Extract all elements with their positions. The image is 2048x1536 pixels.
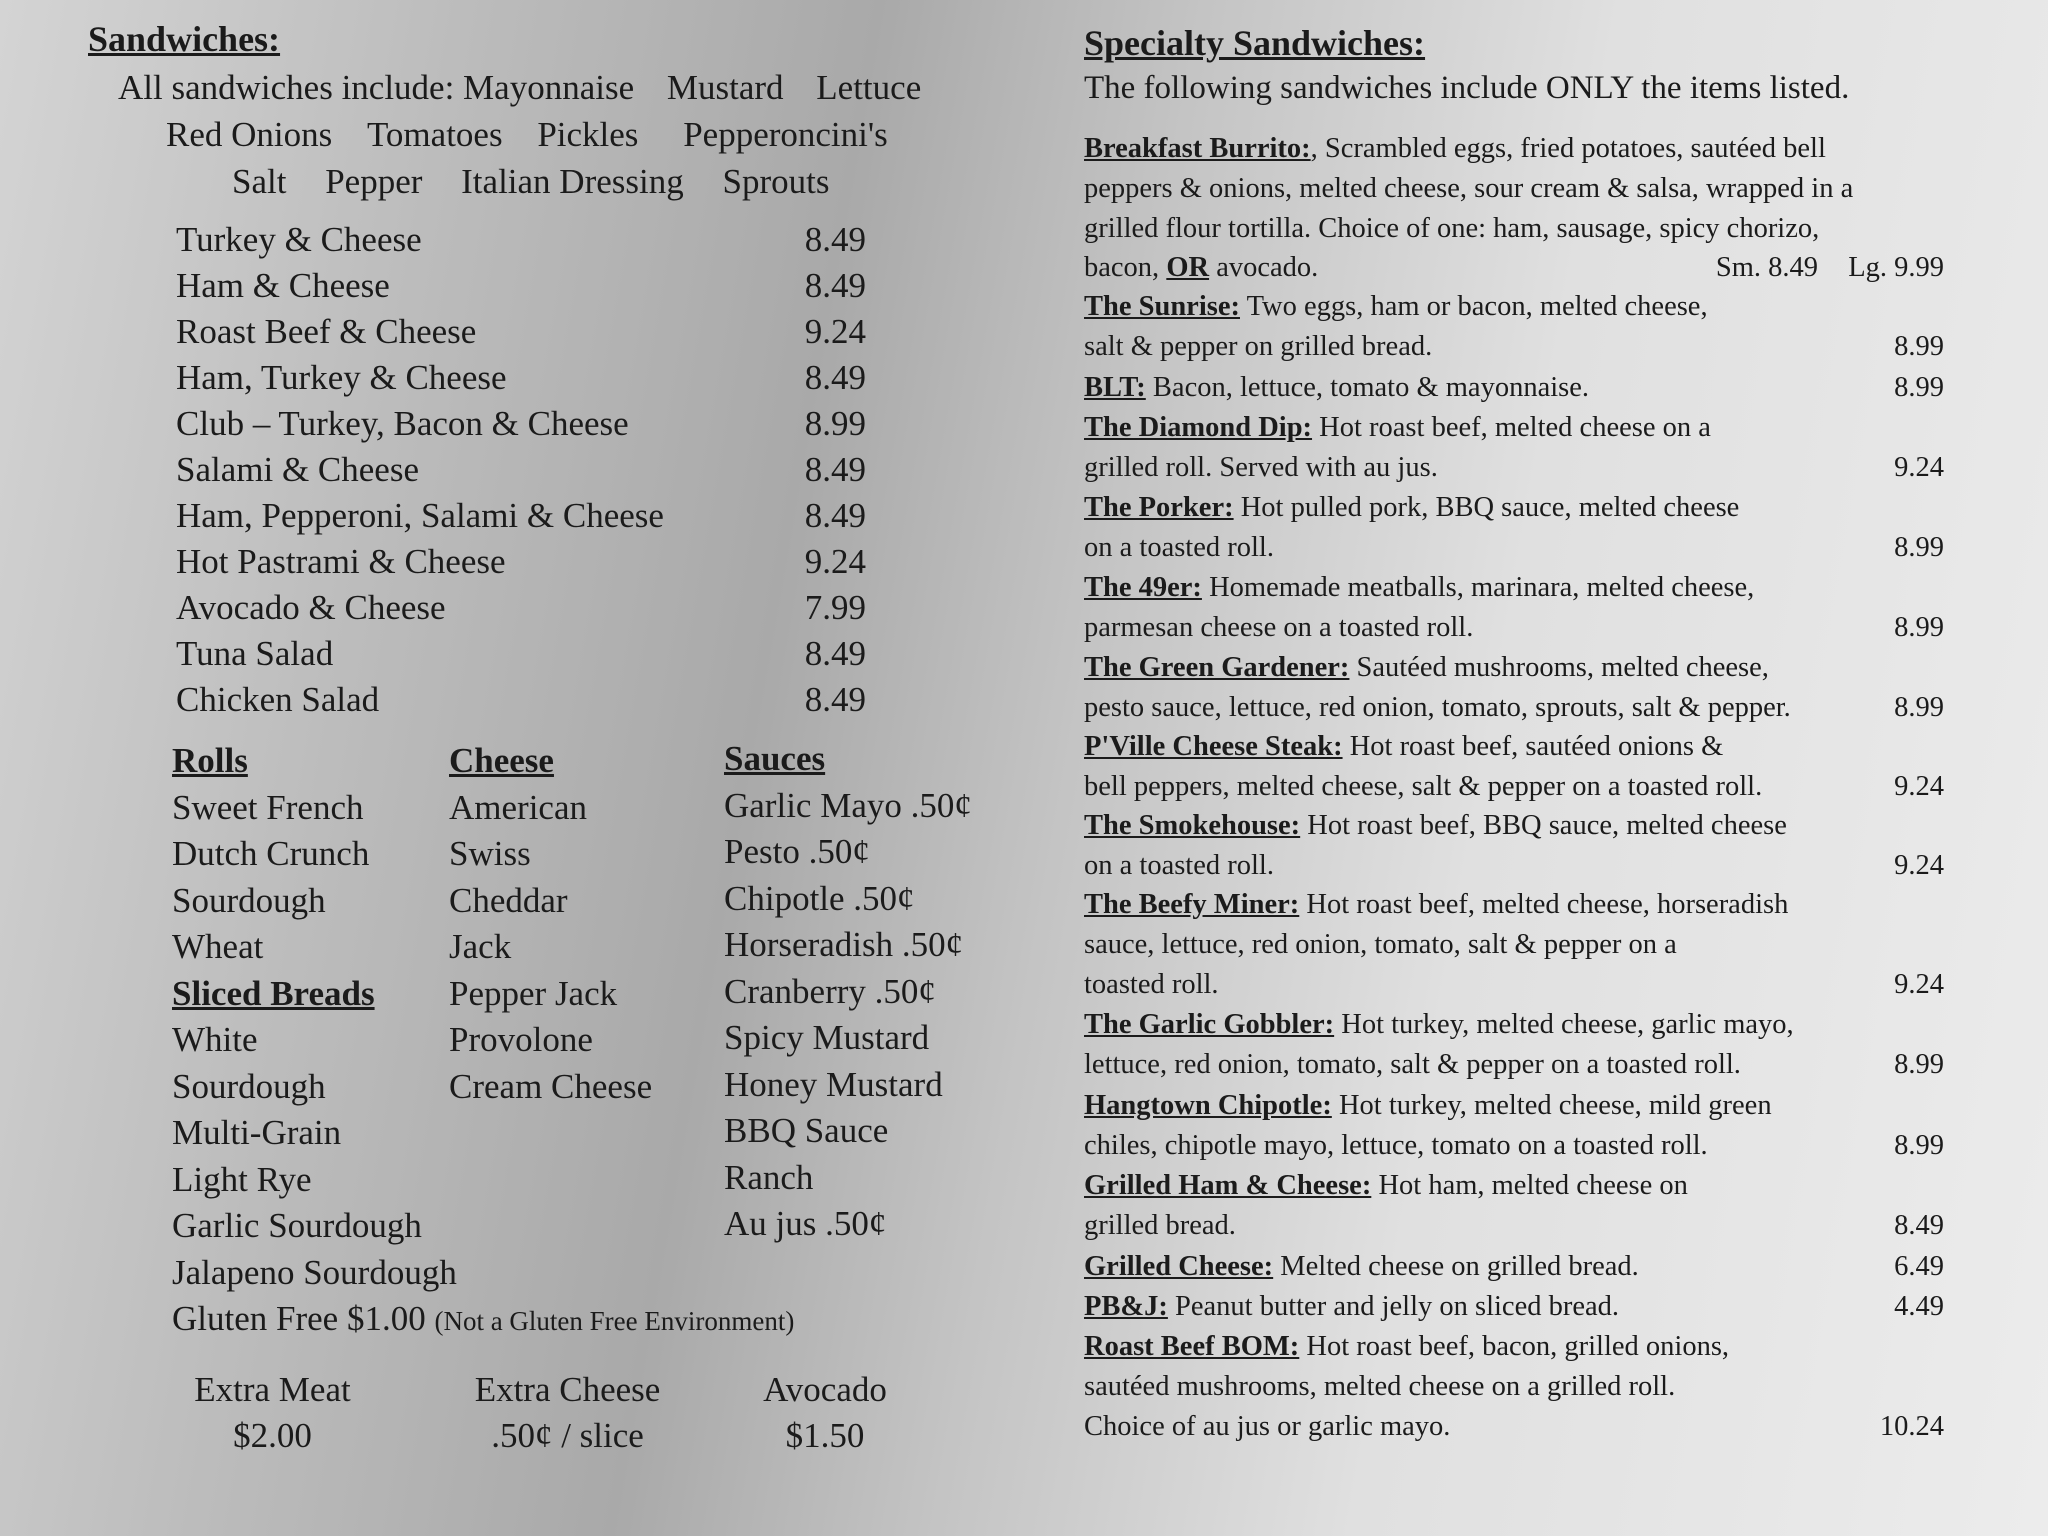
item-price: 8.49 — [804, 220, 866, 259]
specialty-name: PB&J: — [1084, 1291, 1168, 1322]
menu-item-row — [176, 542, 866, 588]
specialty-desc: peppers & onions, melted cheese, sour cream & salsa, wrapped in a — [1084, 172, 1854, 204]
roll-option: Sweet French — [172, 787, 364, 827]
include-item: Italian Dressing — [461, 162, 684, 201]
specialty-price: 8.99 — [1894, 1048, 1944, 1080]
sauce-option: Pesto .50¢ — [724, 832, 870, 871]
item-name: Hot Pastrami & Cheese — [176, 542, 506, 581]
sauce-option: BBQ Sauce — [724, 1111, 889, 1150]
specialty-desc: grilled roll. Served with au jus. — [1084, 451, 1438, 483]
specialty-desc: on a toasted roll. — [1084, 849, 1274, 881]
item-name: Club – Turkey, Bacon & Cheese — [176, 404, 629, 443]
cheese-section — [449, 738, 652, 1110]
specialty-price: 9.24 — [1894, 968, 1944, 1000]
specialty-desc: Hot roast beef, BBQ sauce, melted cheese — [1300, 810, 1787, 841]
gluten-free-option — [172, 1296, 794, 1343]
specialty-price: 6.49 — [1894, 1251, 1944, 1282]
extra-cheese — [440, 1370, 695, 1456]
cheese-option: Jack — [449, 927, 512, 966]
specialty-item — [1084, 1005, 1944, 1085]
specialty-desc: bacon, — [1084, 252, 1167, 284]
specialty-desc: Melted cheese on grilled bread. — [1273, 1251, 1639, 1282]
specialty-item — [1084, 806, 1944, 886]
cheese-heading: Cheese — [449, 741, 554, 780]
specialty-desc: Hot ham, melted cheese on — [1371, 1170, 1688, 1201]
specialty-item — [1084, 368, 1944, 408]
specialty-item — [1084, 408, 1944, 488]
extra-avocado — [735, 1370, 915, 1456]
extra-label: Avocado — [763, 1370, 887, 1409]
item-name: Ham & Cheese — [176, 266, 390, 305]
specialty-desc: bell peppers, melted cheese, salt & pepper on a toasted roll. — [1084, 770, 1763, 802]
sandwiches-title: Sandwiches: — [88, 19, 281, 59]
specialty-desc: Peanut butter and jelly on sliced bread. — [1167, 1291, 1620, 1322]
menu-item-row — [176, 266, 866, 312]
extra-price: $2.00 — [233, 1416, 312, 1455]
specialty-name: The Garlic Gobbler: — [1084, 1009, 1335, 1040]
sliced-breads-heading: Sliced Breads — [172, 973, 375, 1013]
specialty-name: BLT: — [1084, 372, 1146, 403]
item-name: Avocado & Cheese — [176, 588, 446, 627]
price-large: Lg. 9.99 — [1848, 252, 1944, 284]
specialty-price: 9.24 — [1894, 770, 1944, 802]
specialty-desc: avocado. — [1209, 252, 1319, 284]
include-item: Pickles — [537, 115, 639, 154]
cheese-option: Swiss — [449, 834, 531, 873]
cheese-option: American — [449, 787, 587, 827]
item-name: Chicken Salad — [176, 680, 380, 719]
specialty-price: 9.24 — [1894, 849, 1944, 881]
include-item: Red Onions — [166, 115, 333, 154]
specialty-desc: Hot roast beef, melted cheese on a — [1312, 412, 1711, 443]
specialty-price: 8.99 — [1894, 611, 1944, 643]
include-item: Sprouts — [722, 162, 830, 201]
sauce-option: Au jus .50¢ — [724, 1204, 887, 1243]
specialty-desc: Hot roast beef, bacon, grilled onions, — [1299, 1331, 1730, 1362]
specialty-desc: parmesan cheese on a toasted roll. — [1084, 611, 1474, 643]
roll-option: Sourdough — [172, 880, 326, 920]
specialty-name: Breakfast Burrito: — [1084, 133, 1311, 164]
extra-label: Extra Meat — [194, 1370, 351, 1409]
sauce-option: Spicy Mustard — [724, 1018, 930, 1057]
specialty-desc: toasted roll. — [1084, 968, 1219, 1000]
item-price: 7.99 — [804, 588, 866, 627]
specialty-item — [1084, 1327, 1944, 1446]
item-price: 8.49 — [804, 450, 866, 489]
specialty-name: The Green Gardener: — [1084, 652, 1350, 683]
specialty-name: The 49er: — [1084, 572, 1202, 603]
specialty-item-breakfast-burrito — [1084, 129, 1944, 288]
specialty-desc: grilled flour tortilla. Choice of one: ham, sausage, spicy chorizo, — [1084, 212, 1820, 244]
sauces-section — [724, 736, 972, 1248]
menu-item-row — [176, 496, 866, 542]
rolls-heading: Rolls — [172, 741, 248, 780]
extra-meat — [160, 1370, 385, 1456]
specialty-desc: Hot turkey, melted cheese, mild green — [1331, 1090, 1772, 1121]
specialty-name: Roast Beef BOM: — [1084, 1331, 1300, 1362]
gluten-free-label: Gluten Free $1.00 — [172, 1299, 426, 1338]
menu-item-row — [176, 588, 866, 634]
extra-price: $1.50 — [785, 1416, 865, 1455]
sauce-option: Garlic Mayo .50¢ — [724, 785, 972, 825]
sauce-option: Chipotle .50¢ — [724, 878, 915, 918]
specialty-desc: Sautéed mushrooms, melted cheese, — [1349, 652, 1769, 683]
include-item: Tomatoes — [367, 115, 503, 154]
specialty-name: The Porker: — [1084, 492, 1234, 523]
includes-line-1 — [118, 68, 921, 108]
specialty-name: The Smokehouse: — [1084, 810, 1301, 841]
specialty-price: 8.99 — [1894, 372, 1944, 403]
includes-line-2 — [166, 115, 888, 155]
bread-option: Multi-Grain — [172, 1113, 342, 1152]
specialty-desc: chiles, chipotle mayo, lettuce, tomato on a toasted roll. — [1084, 1129, 1708, 1161]
item-price: 8.49 — [804, 266, 866, 305]
specialty-desc: Hot pulled pork, BBQ sauce, melted cheese — [1233, 492, 1740, 523]
cheese-option: Cheddar — [449, 880, 568, 920]
sauces-heading: Sauces — [724, 739, 826, 778]
include-item: Lettuce — [816, 68, 922, 107]
specialty-item — [1084, 287, 1944, 367]
specialty-item — [1084, 488, 1944, 568]
bread-option: White — [172, 1020, 258, 1059]
specialty-name: The Sunrise: — [1084, 291, 1240, 322]
item-price: 8.49 — [804, 680, 866, 719]
includes-line-3 — [232, 162, 829, 202]
include-item: Pepperoncini's — [683, 115, 888, 154]
include-item: All sandwiches include: Mayonnaise — [118, 68, 635, 107]
specialty-item — [1084, 1166, 1944, 1246]
specialty-price: 10.24 — [1879, 1410, 1944, 1442]
extra-price: .50¢ / slice — [491, 1416, 644, 1455]
specialty-desc: lettuce, red onion, tomato, salt & pepper on a toasted roll. — [1084, 1048, 1741, 1080]
specialty-desc: grilled bread. — [1084, 1209, 1236, 1241]
specialty-title: Specialty Sandwiches: — [1084, 23, 1426, 63]
specialty-subtitle: The following sandwiches include ONLY the items listed. — [1084, 70, 1850, 106]
specialty-price: 4.49 — [1894, 1291, 1944, 1322]
specialty-item — [1084, 648, 1944, 728]
cheese-option: Cream Cheese — [449, 1066, 653, 1106]
specialty-desc: Bacon, lettuce, tomato & mayonnaise. — [1145, 372, 1590, 403]
specialty-price: 9.24 — [1894, 451, 1944, 483]
specialty-price: 8.99 — [1894, 1129, 1944, 1161]
specialty-desc: on a toasted roll. — [1084, 531, 1274, 563]
item-price: 8.99 — [804, 404, 866, 443]
sauce-option: Cranberry .50¢ — [724, 971, 936, 1011]
include-item: Mustard — [666, 68, 784, 107]
specialty-desc: sauce, lettuce, red onion, tomato, salt & pepper on a — [1084, 928, 1677, 960]
sauce-option: Honey Mustard — [724, 1064, 943, 1104]
sauce-option: Horseradish .50¢ — [724, 925, 964, 964]
menu-item-row — [176, 358, 866, 404]
include-item: Pepper — [325, 162, 423, 201]
bread-option: Light Rye — [172, 1159, 312, 1199]
item-name: Roast Beef & Cheese — [176, 312, 477, 351]
specialty-desc: pesto sauce, lettuce, red onion, tomato, sprouts, salt & pepper. — [1084, 691, 1791, 723]
specialty-desc: Homemade meatballs, marinara, melted cheese, — [1201, 572, 1755, 603]
specialty-item — [1084, 727, 1944, 807]
specialty-item — [1084, 1247, 1944, 1287]
specialty-name: The Diamond Dip: — [1084, 412, 1313, 443]
item-price: 9.24 — [804, 312, 866, 351]
specialty-item — [1084, 1287, 1944, 1327]
include-item: Salt — [232, 162, 287, 201]
item-name: Ham, Turkey & Cheese — [176, 358, 507, 397]
specialty-item — [1084, 1086, 1944, 1166]
roll-option: Wheat — [172, 927, 264, 966]
menu-item-row — [176, 450, 866, 496]
specialty-name: Grilled Cheese: — [1084, 1251, 1274, 1282]
bread-option: Jalapeno Sourdough — [172, 1252, 457, 1292]
specialty-desc: , Scrambled eggs, fried potatoes, sautéed bell — [1310, 133, 1826, 164]
specialty-name: The Beefy Miner: — [1084, 889, 1300, 920]
cheese-option: Provolone — [449, 1020, 593, 1059]
specialty-desc: Two eggs, ham or bacon, melted cheese, — [1240, 291, 1708, 322]
specialty-item — [1084, 885, 1944, 1004]
specialty-desc: Hot roast beef, sautéed onions & — [1342, 731, 1724, 762]
menu-item-row — [176, 634, 866, 680]
specialty-price: 8.99 — [1894, 330, 1944, 362]
specialty-desc: Hot turkey, melted cheese, garlic mayo, — [1334, 1009, 1794, 1040]
item-name: Turkey & Cheese — [176, 220, 422, 259]
gluten-free-note: (Not a Gluten Free Environment) — [434, 1306, 795, 1336]
menu-item-row — [176, 312, 866, 358]
item-name: Salami & Cheese — [176, 450, 420, 489]
specialty-name: P'Ville Cheese Steak: — [1084, 731, 1343, 762]
bread-option: Sourdough — [172, 1066, 326, 1106]
item-price: 9.24 — [804, 542, 866, 581]
price-small: Sm. 8.49 — [1715, 252, 1818, 284]
item-name: Tuna Salad — [176, 634, 334, 673]
menu-item-row — [176, 404, 866, 450]
menu-item-row — [176, 220, 866, 266]
specialty-desc: salt & pepper on grilled bread. — [1084, 330, 1433, 362]
specialty-desc: sautéed mushrooms, melted cheese on a grilled roll. — [1084, 1370, 1676, 1402]
specialty-name: Hangtown Chipotle: — [1084, 1090, 1332, 1121]
item-price: 8.49 — [804, 496, 866, 535]
item-price: 8.49 — [804, 634, 866, 673]
specialty-name: Grilled Ham & Cheese: — [1084, 1170, 1372, 1201]
specialty-price: 8.99 — [1894, 531, 1944, 563]
item-name: Ham, Pepperoni, Salami & Cheese — [176, 496, 664, 535]
roll-option: Dutch Crunch — [172, 834, 370, 873]
item-price: 8.49 — [804, 358, 866, 397]
menu-item-row — [176, 680, 866, 726]
specialty-desc: Choice of au jus or garlic mayo. — [1084, 1410, 1451, 1442]
bread-option: Garlic Sourdough — [172, 1206, 422, 1245]
specialty-price: 8.99 — [1894, 691, 1944, 723]
or-emphasis: OR — [1166, 252, 1210, 284]
specialty-desc: Hot roast beef, melted cheese, horseradish — [1299, 889, 1789, 920]
specialty-item — [1084, 568, 1944, 648]
extra-label: Extra Cheese — [474, 1370, 661, 1409]
specialty-price: 8.49 — [1894, 1209, 1944, 1241]
sauce-option: Ranch — [724, 1157, 814, 1197]
cheese-option: Pepper Jack — [449, 973, 618, 1013]
